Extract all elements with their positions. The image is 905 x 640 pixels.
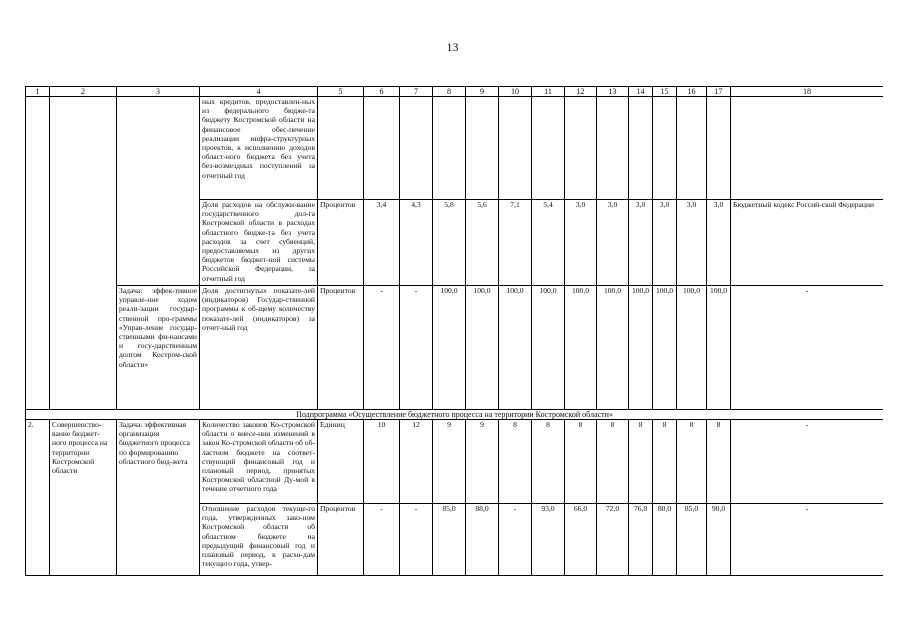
value-cell: 9	[433, 420, 466, 504]
value-cell: 8	[565, 420, 597, 504]
value-cell: 85,0	[433, 504, 466, 576]
value-cell: 8	[653, 420, 677, 504]
col-num: 8	[433, 87, 466, 97]
value-cell: -	[364, 504, 400, 576]
col-num: 1	[26, 87, 50, 97]
value-cell: 76,0	[629, 504, 653, 576]
indicator-cell: Количество законов Ко-стромской области о внесе-нии изменений в закон Ко-стромской области об об-ластном бюджете на соответ-ствующий финансовый год и плановый период, принятых Костромской областной Ду-мой в течение отчетного года	[200, 420, 318, 504]
task-cell: Задача: эффек-тивное управле-ние ходом реали-зации государ-ственной про-граммы «Управ-ление государ-ственными фи-нансами и госу-дарственным долгом Костром-ской области»	[117, 286, 200, 410]
value-cell: 12	[400, 420, 433, 504]
value-cell: 93,0	[532, 504, 565, 576]
value-cell: 100,0	[433, 286, 466, 410]
value-cell: 66,0	[565, 504, 597, 576]
indicator-table	[25, 86, 883, 576]
indicator-cell: ных кредитов, предоставлен-ных из федерального бюдже-та бюджету Костромской области на финансовое обес-печение реализации инфра-структурных проектов, к исполнению доходов област-ного бюджета без учета без-возмездных поступлений за отчетный год	[200, 97, 318, 200]
value-cell: 100,0	[653, 286, 677, 410]
value-cell: 100,0	[629, 286, 653, 410]
goal-cell	[50, 97, 117, 410]
value-cell: 72,0	[597, 504, 629, 576]
unit-cell: Единиц	[318, 420, 364, 504]
source-cell: -	[731, 420, 884, 504]
subprogram-row	[26, 410, 884, 420]
value-cell	[677, 97, 707, 200]
value-cell: -	[499, 504, 532, 576]
value-cell	[499, 97, 532, 200]
value-cell: 8	[629, 420, 653, 504]
value-cell: 5,4	[532, 200, 565, 286]
value-cell: 90,0	[707, 504, 731, 576]
value-cell: 80,0	[653, 504, 677, 576]
source-cell: Бюджетный кодекс Россий-ской Федерации	[731, 200, 884, 286]
value-cell: 100,0	[499, 286, 532, 410]
source-cell: -	[731, 504, 884, 576]
indicator-cell: Отношение расходов текуще-го года, утвержденных зако-ном Костромской области об областном бюджете на предыдущий финансовый год и плановый период, к расхо-дам текущего года, утвер-	[200, 504, 318, 576]
value-cell: 5,6	[466, 200, 499, 286]
value-cell: 3,0	[653, 200, 677, 286]
value-cell: 9	[466, 420, 499, 504]
col-num: 9	[466, 87, 499, 97]
col-num: 4	[200, 87, 318, 97]
value-cell	[629, 97, 653, 200]
value-cell: 3,4	[364, 200, 400, 286]
col-num: 10	[499, 87, 532, 97]
column-numbers-row	[26, 87, 884, 97]
goal-cell: Совершенство-вание бюджет-ного процесса на территории Костромской области	[50, 420, 117, 576]
value-cell: 88,0	[466, 504, 499, 576]
indicator-table-container	[25, 86, 883, 578]
table-row	[26, 420, 884, 504]
col-num: 17	[707, 87, 731, 97]
value-cell: 8	[597, 420, 629, 504]
value-cell: 100,0	[466, 286, 499, 410]
col-num: 5	[318, 87, 364, 97]
value-cell: 3,0	[565, 200, 597, 286]
indicator-cell: Доля достигнутых показате-лей (индикаторов) Государ-ственной программы к об-щему количеству показате-лей (индикаторов) за отчет-ный год	[200, 286, 318, 410]
unit-cell: Процентов	[318, 200, 364, 286]
value-cell	[597, 97, 629, 200]
subprogram-heading: Подпрограмма «Осуществление бюджетного процесса на территории Костромской области»	[26, 410, 884, 420]
value-cell	[433, 97, 466, 200]
value-cell: 85,0	[677, 504, 707, 576]
value-cell	[364, 97, 400, 200]
value-cell	[565, 97, 597, 200]
table-row	[26, 97, 884, 200]
unit-cell: Процентов	[318, 286, 364, 410]
col-num: 2	[50, 87, 117, 97]
col-num: 15	[653, 87, 677, 97]
value-cell: 3,0	[677, 200, 707, 286]
value-cell: 3,0	[597, 200, 629, 286]
value-cell: 100,0	[707, 286, 731, 410]
unit-cell	[318, 97, 364, 200]
value-cell	[707, 97, 731, 200]
num-cell: 2.	[26, 420, 50, 576]
col-num: 14	[629, 87, 653, 97]
value-cell: 8	[707, 420, 731, 504]
value-cell: 5,8	[433, 200, 466, 286]
value-cell: 8	[532, 420, 565, 504]
col-num: 12	[565, 87, 597, 97]
value-cell: 10	[364, 420, 400, 504]
value-cell: 4,3	[400, 200, 433, 286]
page-number: 13	[446, 40, 459, 54]
value-cell: 8	[677, 420, 707, 504]
source-cell	[731, 97, 884, 200]
value-cell: 8	[499, 420, 532, 504]
col-num: 11	[532, 87, 565, 97]
value-cell: -	[400, 286, 433, 410]
value-cell	[400, 97, 433, 200]
source-cell: -	[731, 286, 884, 410]
value-cell: 3,0	[629, 200, 653, 286]
indicator-cell: Доля расходов на обслужи-вание государственного дол-га Костромской области в расходах областного бюдже-та без учета расходов за счет субвенций, предоставляемых из других бюджетов бюджет-ной системы Российской Федерации, за отчетный год	[200, 200, 318, 286]
value-cell	[532, 97, 565, 200]
col-num: 13	[597, 87, 629, 97]
value-cell: -	[400, 504, 433, 576]
value-cell: 7,1	[499, 200, 532, 286]
col-num: 7	[400, 87, 433, 97]
col-num: 18	[731, 87, 884, 97]
value-cell: 100,0	[597, 286, 629, 410]
task-cell	[117, 97, 200, 286]
value-cell: 100,0	[677, 286, 707, 410]
value-cell	[466, 97, 499, 200]
col-num: 16	[677, 87, 707, 97]
col-num: 3	[117, 87, 200, 97]
value-cell	[653, 97, 677, 200]
table-row	[26, 286, 884, 410]
task-cell: Задача: эффективная организация бюджетного процесса по формированию областного бюд-жета	[117, 420, 200, 576]
unit-cell: Процентов	[318, 504, 364, 576]
value-cell: 100,0	[565, 286, 597, 410]
col-num: 6	[364, 87, 400, 97]
value-cell: 100,0	[532, 286, 565, 410]
num-cell	[26, 97, 50, 410]
value-cell: -	[364, 286, 400, 410]
value-cell: 3,0	[707, 200, 731, 286]
